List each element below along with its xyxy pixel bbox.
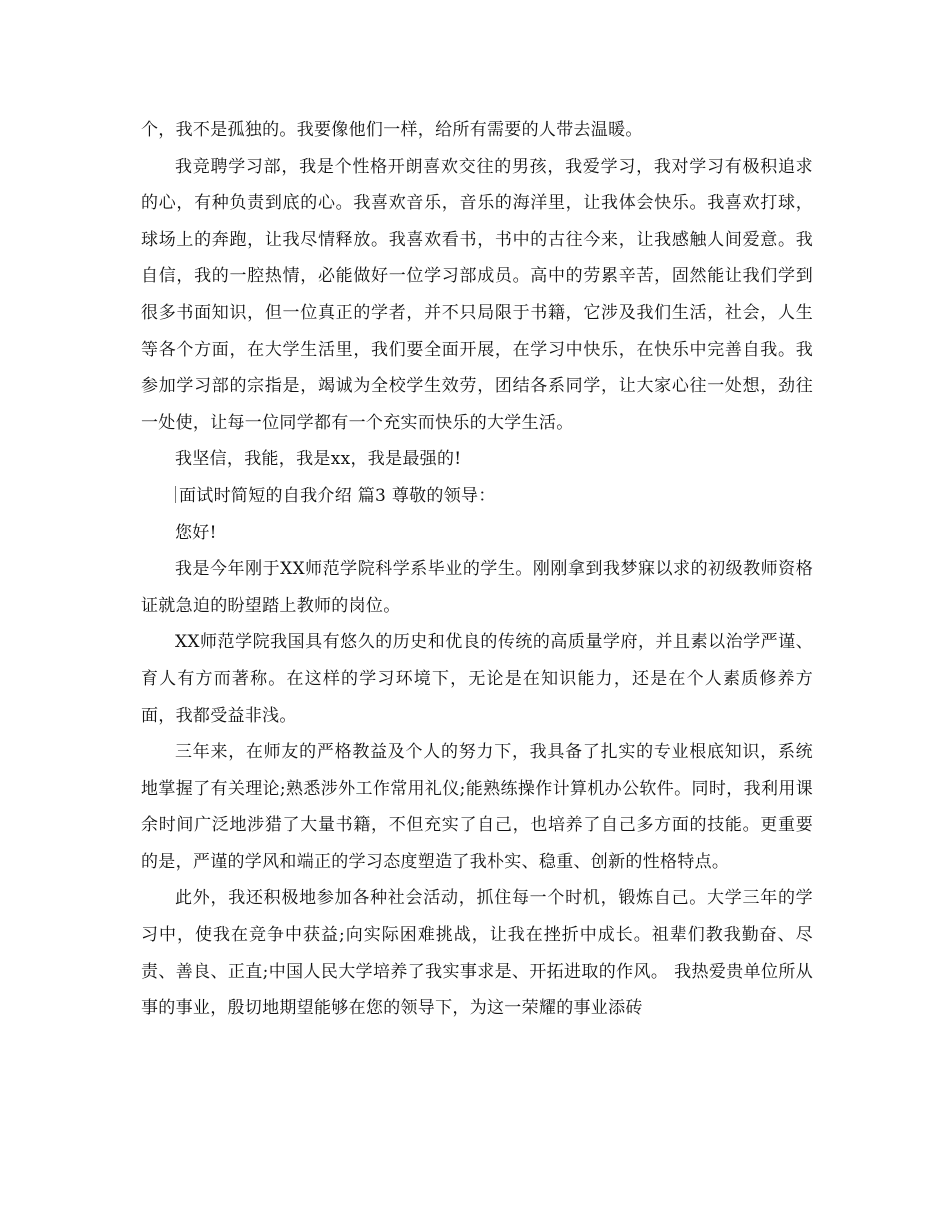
paragraph-activities: 此外，我还积极地参加各种社会活动，抓住每一个时机，锻炼自己。大学三年的学习中，使我在竞争中获益;向实际困难挑战，让我在挫折中成长。祖辈们教我勤奋、尽责、善良、正直;中国人民大学培养了我实事求是、开拓进取的作风。 我热爱贵单位所从事的事业，殷切地期望能够在您的领导下，为这一荣耀的事业添砖 [141, 888, 813, 1019]
section-heading [141, 478, 813, 515]
document-body [141, 112, 813, 1027]
paragraph-college: XX师范学院我国具有悠久的历史和优良的传统的高质量学府，并且素以治学严谨、育人有方而著称。在这样的学习环境下，无论是在知识能力，还是在个人素质修养方面，我都受益非浅。 [141, 632, 813, 726]
section-heading-text: 面试时简短的自我介绍 篇3 尊敬的领导： [179, 485, 496, 506]
text-cursor-bar [175, 486, 176, 503]
paragraph-continuation: 个，我不是孤独的。我要像他们一样，给所有需要的人带去温暖。 [141, 120, 643, 140]
paragraph-greeting: 您好! [175, 522, 217, 543]
paragraph-study-dept: 我竞聘学习部，我是个性格开朗喜欢交往的男孩，我爱学习，我对学习有极积追求的心，有种负责到底的心。我喜欢音乐，音乐的海洋里，让我体会快乐。我喜欢打球，球场上的奔跑，让我尽情释放。我喜欢看书，书中的古往今来，让我感触人间爱意。我自信，我的一腔热情，必能做好一位学习部成员。高中的劳累辛苦，固然能让我们学到很多书面知识，但一位真正的学者，并不只局限于书籍，它涉及我们生活，社会，人生等各个方面，在大学生活里，我们要全面开展，在学习中快乐，在快乐中完善自我。我参加学习部的宗指是，竭诚为全校学生效劳，团结各系同学，让大家心往一处想，劲往一处使，让每一位同学都有一个充实而快乐的大学生活。 [141, 156, 813, 433]
paragraph-three-years: 三年来，在师友的严格教益及个人的努力下，我具备了扎实的专业根底知识，系统地掌握了有关理论;熟悉涉外工作常用礼仪;能熟练操作计算机办公软件。同时，我利用课余时间广泛地涉猎了大量书籍，不但充实了自己，也培养了自己多方面的技能。更重要的是，严谨的学风和端正的学习态度塑造了我朴实、稳重、创新的性格特点。 [141, 742, 813, 872]
paragraph-belief: 我坚信，我能，我是xx，我是最强的! [175, 449, 462, 470]
paragraph-graduate: 我是今年刚于XX师范学院科学系毕业的学生。刚刚拿到我梦寐以求的初级教师资格证就急迫的盼望踏上教师的岗位。 [141, 559, 813, 616]
